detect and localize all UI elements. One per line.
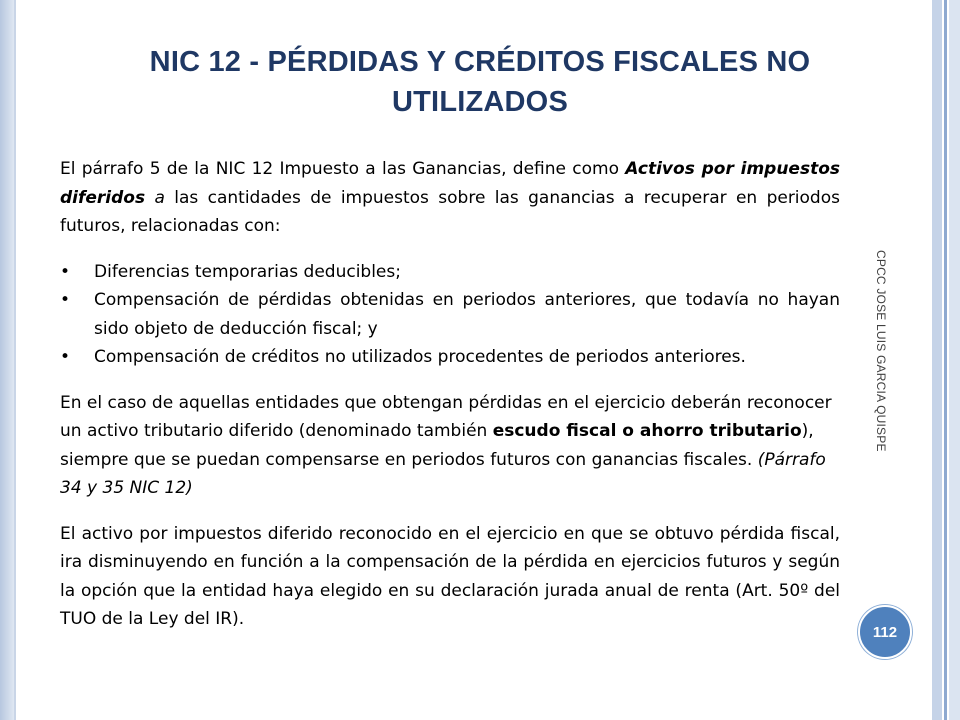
list-item: • Diferencias temporarias deducibles; [60,258,840,287]
losses-citation: (Párrafo 34 y 35 NIC 12) [60,449,826,498]
right-stripes-decoration [900,0,960,720]
intro-text-1: El párrafo 5 de la NIC 12 Impuesto a las Ganancias, define como [60,159,626,179]
page-number-badge: 112 [858,605,912,659]
list-item: • Compensación de pérdidas obtenidas en periodos anteriores, que todavía no hayan sido objeto de deducción fiscal; y [60,286,840,343]
author-side-text: CPCC JOSE LUIS GARCIA QUISPE [874,250,888,452]
left-border-line [14,0,16,720]
losses-bold: escudo fiscal o ahorro tributario [492,421,802,441]
slide-title: NIC 12 - PÉRDIDAS Y CRÉDITOS FISCALES NO UTILIZADOS [149,46,811,118]
slide-body [60,155,840,634]
losses-paragraph [60,389,835,503]
intro-emphasis: Activos por impuestos diferidos [60,159,840,208]
losses-text-1: En el caso de aquellas entidades que obtengan pérdidas en el ejercicio deberán reconocer un activo tributario diferido (denominado también [60,392,832,441]
asset-paragraph: El activo por impuestos diferido reconocido en el ejercicio en que se obtuvo pérdida fiscal, ira disminuyendo en función a la compensación de la pérdida en ejercicios futuros y según la opción que la entidad haya elegido en su declaración jurada anual de renta (Art. 50º del TUO de la Ley del IR). [60,523,840,629]
intro-text-3: las cantidades de impuestos sobre las ganancias a recuperar en periodos futuros, relacionadas con: [60,187,840,236]
left-border-decoration [0,0,14,720]
losses-text-2: ), siempre que se puedan compensarse en periodos futuros con ganancias fiscales. [60,421,814,470]
bullet-list [60,258,840,372]
intro-paragraph [60,155,840,241]
intro-text-2: a [145,187,165,208]
list-item: • Compensación de créditos no utilizados procedentes de periodos anteriores. [60,343,840,372]
